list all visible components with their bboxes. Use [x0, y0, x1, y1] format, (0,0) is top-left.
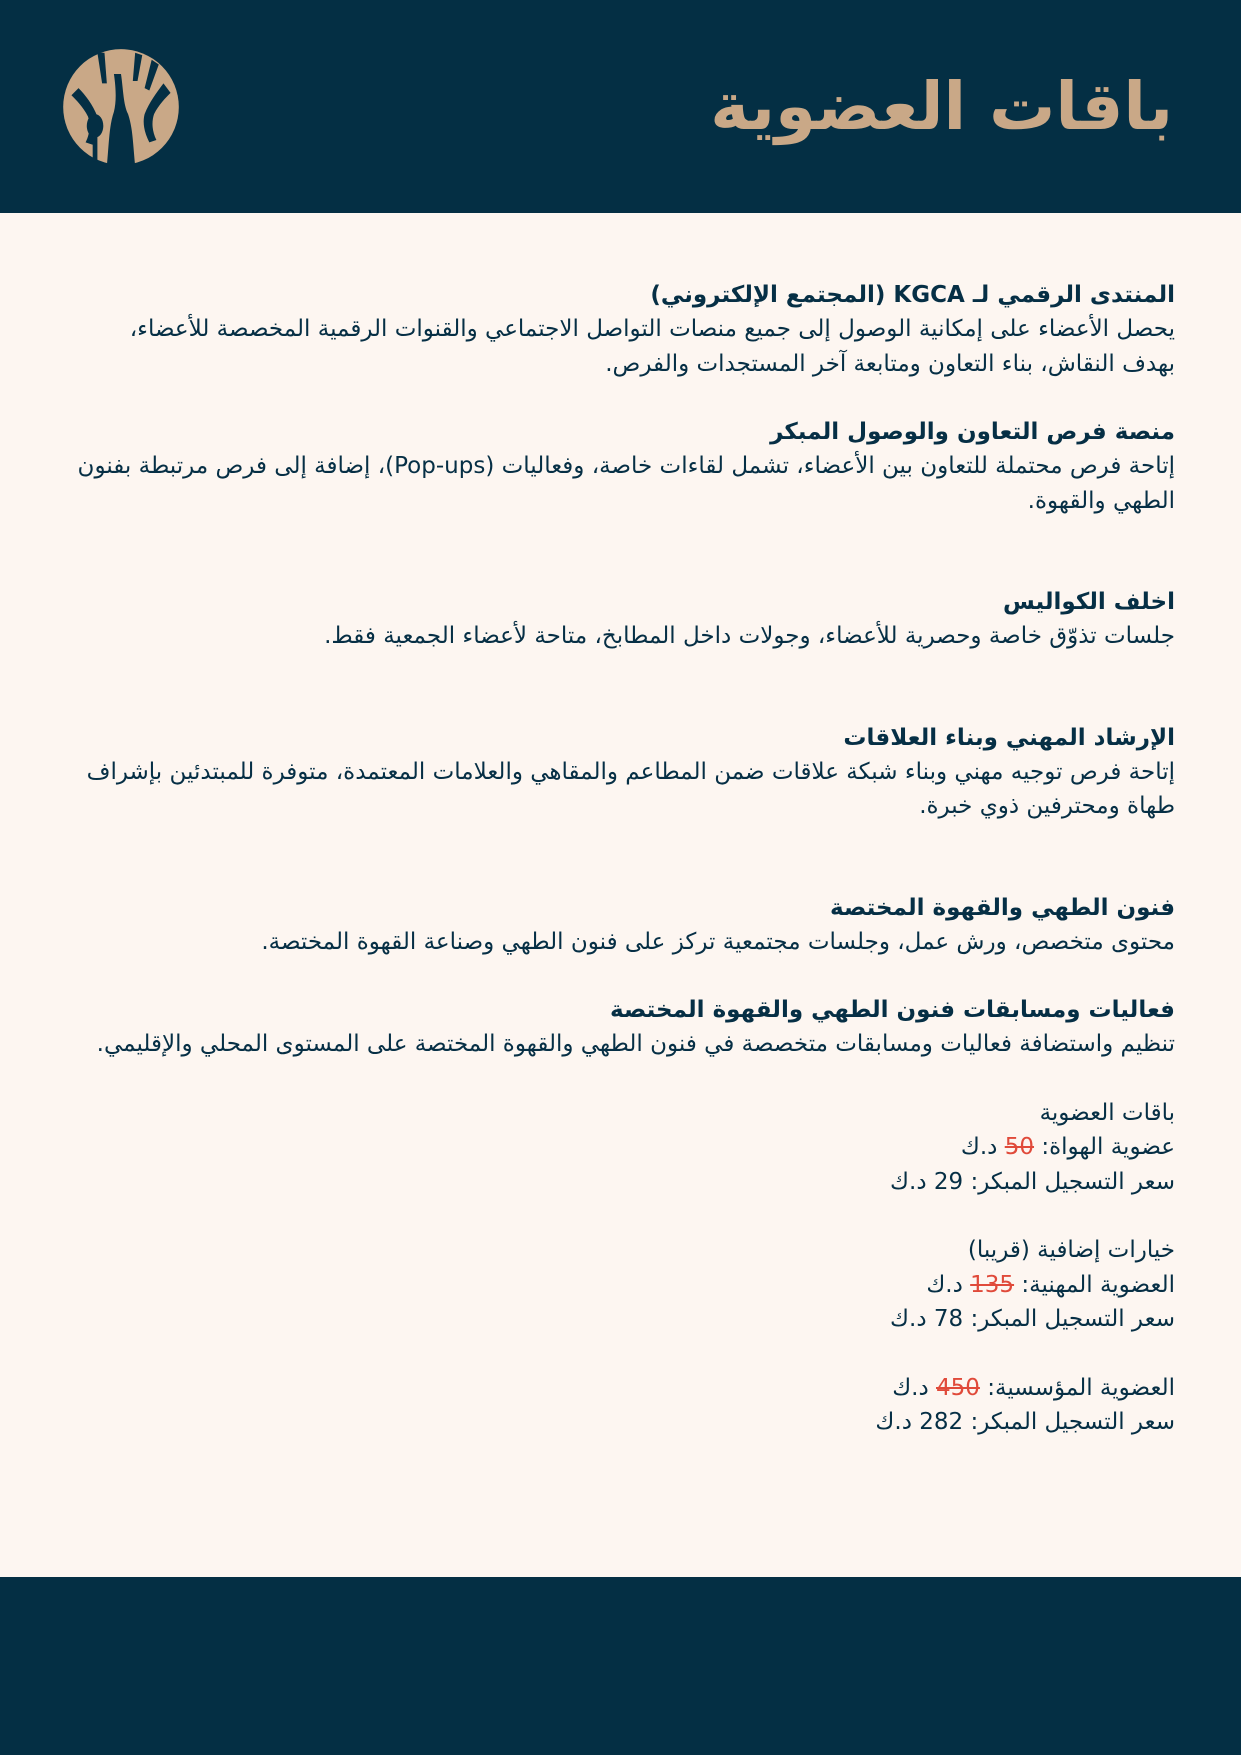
main-content — [75, 278, 1175, 1440]
section-title: الإرشاد المهني وبناء العلاقات — [843, 724, 1175, 751]
page-header — [0, 0, 1241, 213]
pricing-heading: باقات العضوية — [1039, 1099, 1175, 1126]
amateur-early-price-line — [75, 1165, 1175, 1200]
corporate-early-price-line — [75, 1405, 1175, 1440]
professional-early-label: سعر التسجيل المبكر: — [970, 1306, 1175, 1332]
professional-price-line — [75, 1268, 1175, 1303]
amateur-currency: د.ك — [960, 1134, 998, 1160]
page-title: باقات العضوية — [710, 68, 1173, 145]
section-mentorship — [75, 721, 1175, 824]
section-title: المنتدى الرقمي لـ KGCA (المجتمع الإلكتروني) — [650, 282, 1175, 308]
amateur-old-price: 50 — [1004, 1134, 1035, 1160]
page-footer — [0, 1577, 1241, 1755]
amateur-early-label: سعر التسجيل المبكر: — [970, 1168, 1175, 1195]
extra-options-heading: خيارات إضافية (قريبا) — [967, 1237, 1175, 1263]
section-digital-forum — [75, 278, 1175, 381]
corporate-early-price: 282 د.ك — [875, 1409, 964, 1435]
professional-early-price: 78 د.ك — [890, 1306, 964, 1332]
corporate-currency: د.ك — [892, 1374, 929, 1401]
professional-label: العضوية المهنية: — [1021, 1271, 1175, 1298]
section-events-competitions — [75, 993, 1175, 1062]
corporate-early-label: سعر التسجيل المبكر: — [970, 1409, 1175, 1435]
section-body: يحصل الأعضاء على إمكانية الوصول إلى جميع منصات التواصل الاجتماعي والقنوات الرقمية المخصصة للأعضاء، بهدف النقاش، بناء التعاون ومتابعة آخر المستجدات والفرص. — [129, 316, 1175, 377]
section-title: فعاليات ومسابقات فنون الطهي والقهوة المختصة — [610, 997, 1175, 1023]
section-culinary-coffee — [75, 891, 1175, 960]
section-title: منصة فرص التعاون والوصول المبكر — [770, 419, 1175, 445]
amateur-early-price: 29 د.ك — [890, 1168, 964, 1195]
section-body: جلسات تذوّق خاصة وحصرية للأعضاء، وجولات داخل المطابخ، متاحة لأعضاء الجمعية فقط. — [324, 623, 1175, 649]
professional-currency: د.ك — [926, 1271, 963, 1298]
tree-hands-logo-icon — [62, 48, 180, 166]
section-title: اخلف الكواليس — [1003, 589, 1175, 615]
professional-old-price: 135 — [970, 1271, 1015, 1298]
corporate-price-line — [75, 1371, 1175, 1406]
pricing-section — [75, 1096, 1175, 1440]
amateur-label: عضوية الهواة: — [1041, 1134, 1175, 1160]
section-title: فنون الطهي والقهوة المختصة — [830, 894, 1175, 921]
section-body: إتاحة فرص توجيه مهني وبناء شبكة علاقات ضمن المطاعم والمقاهي والعلامات المعتمدة، متوفرة للمبتدئين بإشراف طهاة ومحترفين ذوي خبرة. — [86, 758, 1175, 819]
section-body: محتوى متخصص، ورش عمل، وجلسات مجتمعية تركز على فنون الطهي وصناعة القهوة المختصة. — [261, 928, 1175, 955]
section-behind-the-scenes — [75, 585, 1175, 654]
professional-early-price-line — [75, 1302, 1175, 1337]
corporate-label: العضوية المؤسسية: — [987, 1374, 1175, 1401]
section-body: تنظيم واستضافة فعاليات ومسابقات متخصصة في فنون الطهي والقهوة المختصة على المستوى المحلي والإقليمي. — [96, 1031, 1175, 1057]
amateur-price-line — [75, 1130, 1175, 1165]
section-body: إتاحة فرص محتملة للتعاون بين الأعضاء، تشمل لقاءات خاصة، وفعاليات (Pop-ups)، إضافة إلى فرص مرتبطة بفنون الطهي والقهوة. — [77, 453, 1175, 514]
corporate-old-price: 450 — [936, 1374, 980, 1401]
section-collaboration-platform — [75, 415, 1175, 518]
